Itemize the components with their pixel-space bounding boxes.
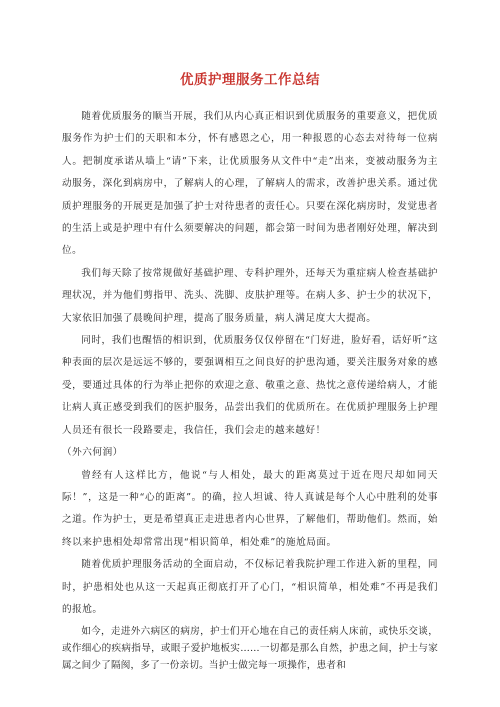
paragraph-1: 随着优质服务的顺当开展，我们从内心真正相识到优质服务的重要意义，把优质服务作为护士们的天职和本分，怀有感恩之心，用一种报恩的心态去对待每一位病人。把制度承诺从墙上“请”下来，让优质服务从文件中“走”出来，变被动服务为主动服务，深化到病房中，了解病人的心理，了解病人的需求，改善护患关系。通过优质护理服务的开展更是加强了护士对待患者的责任心。只要在深化病房时，发觉患者的生活上或是护理中有什么须要解决的问题，都会第一时间为患者刚好处理，解决到位。 xyxy=(62,111,438,257)
document-title: 优质护理服务工作总结 xyxy=(180,72,320,88)
paragraph-6: 如今，走进外六病区的病房，护士们开心地在自己的责任病人床前，或快乐交谈，或作细心的疾病指导，或眼子爱护地板实……一切都是那么自然，护患之间，护士与家属之间少了隔阂，多了一份亲切。当护士做完每一项操作，患者和 xyxy=(62,626,438,672)
paragraph-5: 随着优质护理服务活动的全面启动，不仅标记着我院护理工作进入新的里程，同时，护患相处也从这一天起真正彻底打开了心门，“相识简单，相处难”不再是我们的报尬。 xyxy=(62,559,438,615)
paragraph-2: 我们每天除了按常规做好基础护理、专科护理外，还每天为重症病人检查基础护理状况，并为他们剪指甲、洗头、洗脚、皮肤护理等。在病人多、护士少的状况下，大家依旧加强了晨晚间护理，提高了服务质量，病人满足度大大提高。 xyxy=(62,267,438,324)
document-body xyxy=(62,106,438,674)
author-note: （外六何润） xyxy=(62,447,123,459)
paragraph-3: 同时，我们也醒悟的相识到，优质服务仅仅停留在“门好进，脸好看，话好听”这种表面的层次是远远不够的，要强调相互之间良好的护患沟通，要关注服务对象的感受，要通过具体的行为举止把你的欢迎之意、敬重之意、热忱之意传递给病人，才能让病人真正感受到我们的医护服务，品尝出我们的优质所在。在优质护理服务上护理人员还有很长一段路要走，我信任，我们会走的越来越好！ xyxy=(62,335,438,436)
paragraph-4: 曾经有人这样比方，他说“与人相处，最大的距离莫过于近在咫尺却如同天际！”，这是一种“心的距离”。的确，拉人坦诚、待人真诚是每个人心中胜利的处事之道。作为护士，更是希望真正走进患者内心世界，了解他们，帮助他们。然而，始终以来护患相处却常常出现“相识简单，相处难”的施尬局面。 xyxy=(62,469,438,548)
